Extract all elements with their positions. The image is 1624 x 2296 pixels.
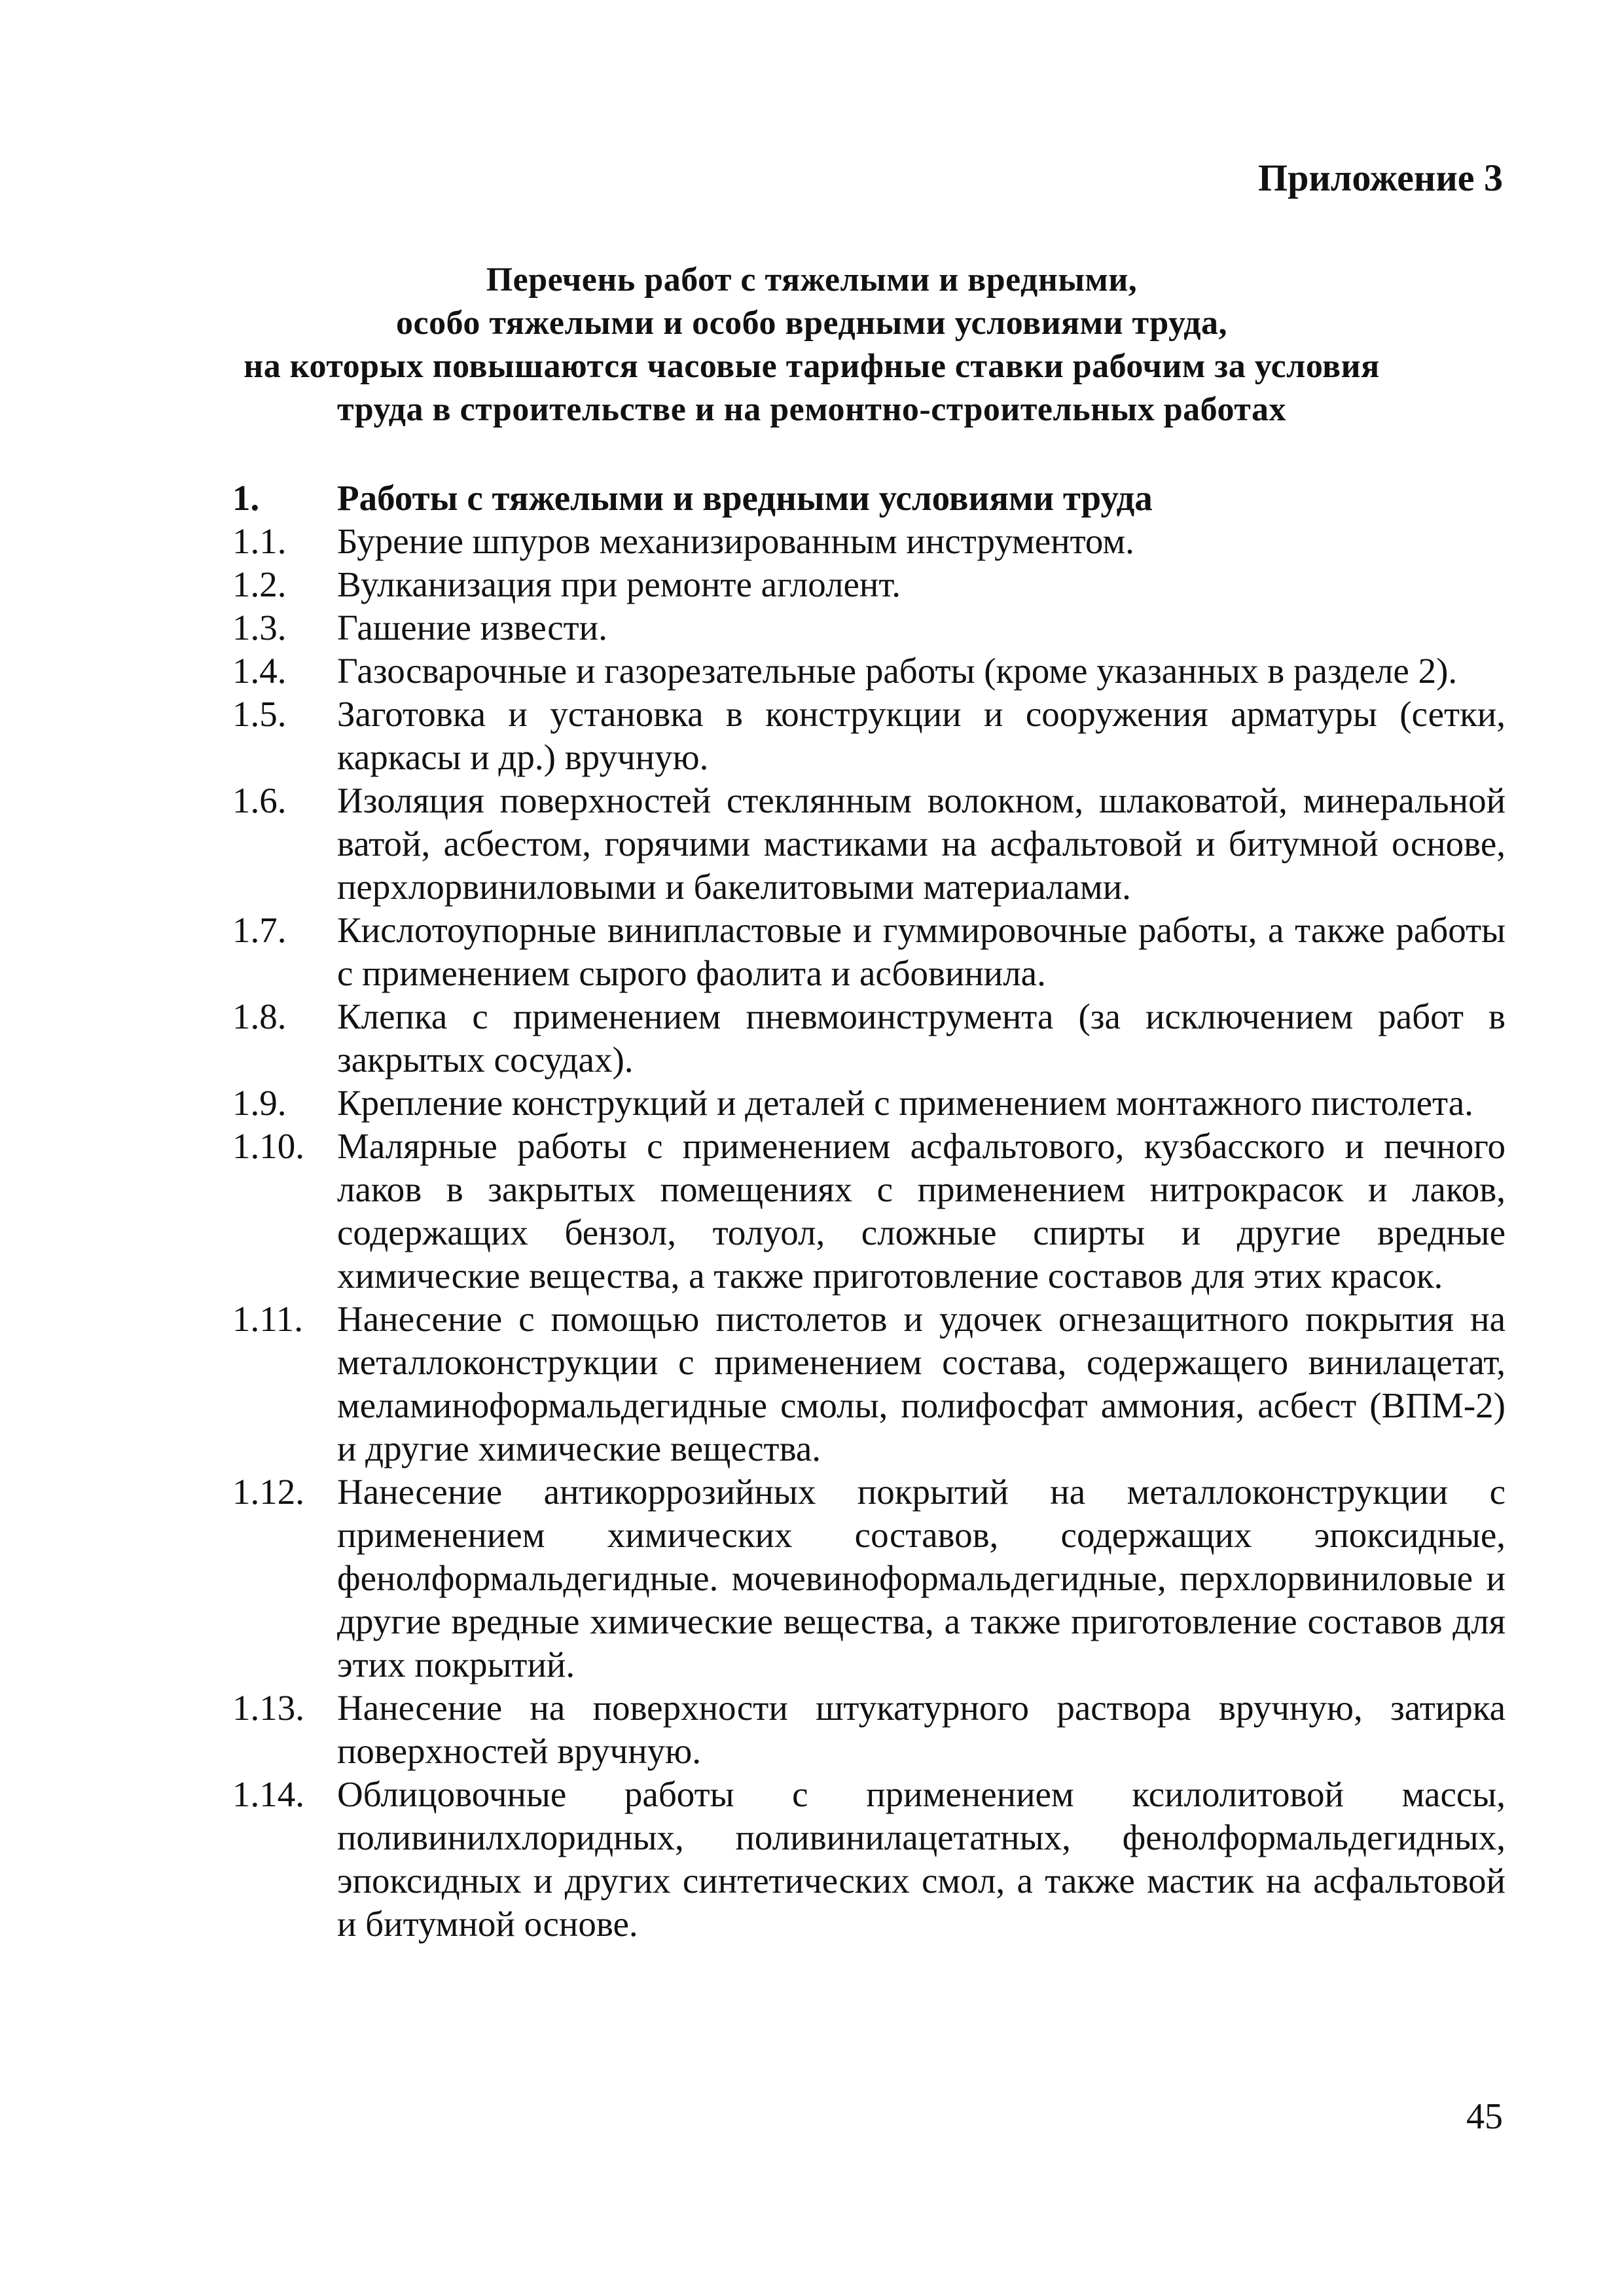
title-line: Перечень работ с тяжелыми и вредными, (486, 261, 1138, 299)
item-number: 1.1. (232, 521, 287, 561)
item-text: Работы с тяжелыми и вредными условиями труда (337, 478, 1153, 518)
list-item (232, 563, 1506, 606)
list-item (232, 1298, 1506, 1470)
item-text: Облицовочные работы с применением ксилолитовой массы, поливинилхлоридных, поливинилацетатных, фенолформальдегидных, эпоксидных и других синтетических смол, а также мастик на асфальтовой и битумной основе. (337, 1774, 1506, 1944)
appendix-label: Приложение 3 (1258, 156, 1503, 199)
item-number: 1.6. (232, 780, 287, 820)
item-number: 1.4. (232, 651, 287, 691)
list-item (232, 909, 1506, 995)
item-number: 1.5. (232, 694, 287, 734)
item-text: Гашение извести. (337, 608, 607, 647)
item-text: Нанесение с помощью пистолетов и удочек огнезащитного покрытия на металлоконструкции с применением состава, содержащего винилацетат, меламиноформальдегидные смолы, полифосфат аммония, асбест (ВПМ-2) и другие химические вещества. (337, 1299, 1506, 1468)
item-text: Крепление конструкций и деталей с применением монтажного пистолета. (337, 1083, 1473, 1123)
item-number: 1.11. (232, 1299, 303, 1339)
item-number: 1.14. (232, 1774, 304, 1814)
item-number: 1.8. (232, 996, 287, 1036)
item-number: 1.3. (232, 608, 287, 647)
list-item (232, 1125, 1506, 1298)
item-text: Нанесение на поверхности штукатурного раствора вручную, затирка поверхностей вручную. (337, 1688, 1506, 1771)
title-line: особо тяжелыми и особо вредными условиями труда, (396, 304, 1227, 342)
work-list (232, 477, 1506, 1946)
list-item (232, 1686, 1506, 1773)
item-text: Кислотоупорные винипластовые и гуммировочные работы, а также работы с применением сырого фаолита и асбовинила. (337, 910, 1506, 993)
item-number: 1. (232, 478, 260, 518)
page-number: 45 (1466, 2096, 1503, 2137)
list-item (232, 1470, 1506, 1686)
item-number: 1.9. (232, 1083, 287, 1123)
item-text: Заготовка и установка в конструкции и сооружения арматуры (сетки, каркасы и др.) вручную. (337, 694, 1506, 777)
title-line: труда в строительстве и на ремонтно-строительных работах (337, 391, 1286, 428)
item-number: 1.2. (232, 564, 287, 604)
item-text: Клепка с применением пневмоинструмента (за исключением работ в закрытых сосудах). (337, 996, 1506, 1080)
list-item (232, 779, 1506, 909)
section-heading (232, 477, 1506, 520)
item-text: Вулканизация при ремонте аглолент. (337, 564, 901, 604)
list-item (232, 995, 1506, 1082)
item-number: 1.12. (232, 1472, 304, 1512)
list-item (232, 693, 1506, 779)
title-line: на которых повышаются часовые тарифные ставки рабочим за условия (244, 348, 1380, 385)
item-text: Нанесение антикоррозийных покрытий на металлоконструкции с применением химических составов, содержащих эпоксидные, фенолформальдегидные. мочевиноформальдегидные, перхлорвиниловые и другие вредные химические вещества, а также приготовление составов для этих покрытий. (337, 1472, 1506, 1685)
document-title (170, 259, 1453, 431)
list-item (232, 649, 1506, 693)
list-item (232, 1082, 1506, 1125)
item-number: 1.10. (232, 1126, 304, 1166)
item-text: Изоляция поверхностей стеклянным волокном, шлаковатой, минеральной ватой, асбестом, горячими мастиками на асфальтовой и битумной основе, перхлорвиниловыми и бакелитовыми материалами. (337, 780, 1506, 907)
item-text: Малярные работы с применением асфальтового, кузбасского и печного лаков в закрытых помещениях с применением нитрокрасок и лаков, содержащих бензол, толуол, сложные спирты и другие вредные химические вещества, а также приготовление составов для этих красок. (337, 1126, 1506, 1296)
item-number: 1.7. (232, 910, 287, 950)
list-item (232, 1773, 1506, 1946)
item-text: Бурение шпуров механизированным инструментом. (337, 521, 1134, 561)
item-number: 1.13. (232, 1688, 304, 1728)
list-item (232, 606, 1506, 649)
item-text: Газосварочные и газорезательные работы (кроме указанных в разделе 2). (337, 651, 1458, 691)
list-item (232, 520, 1506, 563)
